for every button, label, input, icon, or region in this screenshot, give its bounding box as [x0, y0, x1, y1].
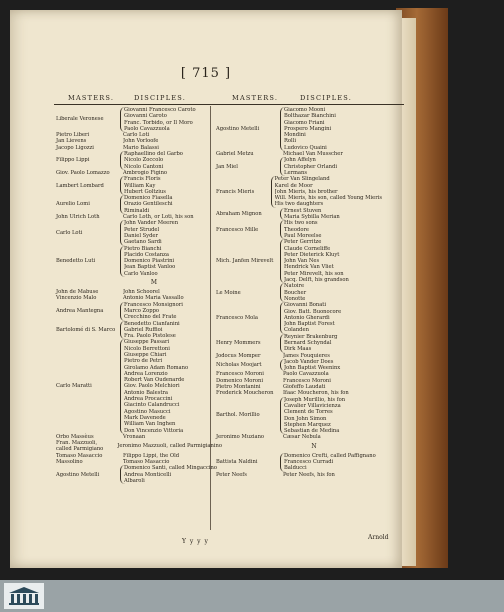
disciple-name: Andrea Monticelli [124, 471, 172, 478]
disciple-name: Reynier Brakenburg [284, 333, 338, 340]
left-column [56, 107, 222, 484]
disciple-name: Giovanni Francesco Caroto [124, 107, 196, 113]
disciple-name: Andrea Procaccini [124, 396, 173, 403]
master-name: Lambert Lombard [56, 182, 104, 189]
master-name: Jan Lievens [56, 138, 87, 145]
disciple-list [280, 434, 382, 440]
disciple-name: Prospero Mangini [284, 125, 332, 132]
master-name: Bartolomé di S. Marco [56, 326, 116, 333]
disciple-name: Jacq. Delft, his grandson [284, 277, 349, 284]
disciple-name: Mondini [284, 132, 306, 139]
master-entry [216, 107, 382, 151]
disciple-name: John Vander Meeren [124, 220, 179, 227]
disciple-name: Agostino Masucci [124, 408, 171, 415]
disciple-name: Carlo Loth, or Loti, his son [123, 214, 194, 221]
disciple-name: Joseph Murillio, his fon [284, 396, 346, 403]
disciple-list [280, 283, 382, 302]
master-entry [56, 176, 222, 195]
master-entry [216, 239, 382, 283]
disciple-list [120, 246, 222, 277]
disciple-name: Karel de Moor [274, 182, 313, 189]
disciple-list [280, 359, 382, 372]
disciple-name: Jeronimo Mazzuoli, called Parmigianino [117, 443, 222, 450]
master-name: Battista Naldini [216, 459, 258, 466]
master-entry [216, 302, 382, 333]
disciple-name: Claude Corneliffe [284, 245, 331, 252]
library-logo-icon [4, 583, 44, 609]
master-name: Jodocus Momper [216, 352, 261, 359]
disciple-name: Domenico Fiasella [124, 195, 173, 202]
disciple-name: Don Vincenzio Vittoria [124, 427, 184, 434]
master-name: Jeronimo Muziano [216, 434, 265, 441]
master-entry [56, 246, 222, 277]
disciple-name: James Fouquieres [283, 352, 330, 359]
disciple-name: John Vorloofe [123, 138, 159, 145]
disciple-name: Marco Zoppo [124, 307, 160, 314]
master-name: Massolino [56, 459, 83, 466]
disciple-name: Giuseppe Chiari [124, 351, 167, 358]
master-name: Tomaso Masaccio [56, 452, 103, 459]
master-name: Jacopo Ligozzi [56, 144, 94, 151]
disciples-header: DISCIPLES. [134, 94, 187, 102]
disciple-name: Francesco Moroni [283, 377, 331, 384]
disciple-name: Placido Costanza [124, 251, 169, 258]
master-entry [56, 440, 222, 453]
disciple-name: Benedetto Cianfanini [124, 320, 180, 327]
disciple-name: Don John Simon [284, 415, 327, 422]
disciple-list [120, 321, 222, 340]
disciple-name: Cavalier Villavicienza [284, 402, 341, 409]
disciple-name: Mario Balassi [123, 144, 159, 151]
disciple-name: Paul Moreelse [284, 232, 322, 239]
disciple-name: Francesco Curradi [284, 459, 334, 466]
disciple-name: Orazio Gentileschi [124, 201, 173, 208]
master-name: Carlo Maratti [56, 383, 92, 390]
master-entry [216, 397, 382, 435]
disciple-name: John Mieris, his brother [274, 188, 338, 195]
disciple-name: Mark Davenede [124, 414, 166, 421]
master-entry [56, 465, 222, 484]
disciple-name: Gabriel Ruffioi [124, 326, 163, 333]
master-name: Pietro Montanini [216, 384, 261, 391]
disciple-name: Tomaso Masaccio [123, 459, 170, 466]
disciple-name: John Van Nes [284, 258, 320, 265]
page-number: [ 715 ] [180, 66, 232, 81]
master-name: Pietro Liberi [56, 132, 90, 139]
master-name: Peter Neefs [216, 471, 247, 478]
masters-header-2: MASTERS. [232, 94, 279, 102]
master-name: Domenico Moroni [216, 377, 263, 384]
disciple-name: Crecchino del Frate [124, 314, 177, 321]
disciple-list [120, 220, 222, 245]
disciple-name: Francis Floris [124, 176, 161, 183]
disciples-header-2: DISCIPLES. [300, 94, 353, 102]
disciple-name: Ifaac Moucheron, his fon [283, 390, 349, 397]
disciple-name: Andrea Lorenzio [124, 370, 168, 377]
disciple-name: Boucher [284, 289, 307, 296]
disciple-name: Jacob Vander Does [284, 358, 334, 365]
master-name: Vincenzio Malo [56, 295, 97, 302]
disciple-name: Ambrogio Figino [123, 169, 168, 176]
master-name: Francis Mieris [216, 188, 255, 195]
disciple-name: John Baptist Forest [284, 321, 335, 328]
master-name: Jan Miel [216, 163, 238, 170]
master-name: Fran. Mazzuoli, called Parmigiano [56, 440, 104, 453]
section-letter: M [150, 279, 158, 287]
disciple-list [280, 208, 382, 221]
master-name: Andrea Mantegna [56, 307, 104, 314]
disciple-name: Maria Sybilla Merian [284, 214, 340, 221]
disciple-name: Pietro Bianchi [124, 245, 162, 252]
master-entry [56, 339, 222, 433]
disciple-name: Antonio Gherardi [284, 314, 330, 321]
disciple-name: Natoire [284, 283, 305, 290]
header-rule [54, 104, 404, 105]
master-entry [216, 453, 382, 472]
disciple-name: Francesco Monsignori [124, 301, 183, 308]
disciple-name: Franc. Torbido, or Il Moro [124, 119, 193, 126]
disciple-name: Pietro de Petri [124, 358, 163, 365]
disciple-name: Christopher Orlandi [284, 163, 337, 170]
disciple-name: Will. Mieris, his son, called Young Mieris [274, 195, 382, 202]
disciple-name: Carlo Loti [123, 132, 150, 139]
disciple-list [120, 176, 222, 195]
master-entry [216, 283, 382, 302]
disciple-name: Sebastian de Medina [284, 428, 340, 435]
page-edges [402, 18, 416, 566]
disciple-name: His two sons [284, 220, 318, 227]
master-entry [216, 434, 382, 440]
disciple-name: Stephen Marquez [284, 421, 331, 428]
master-name: Orbo Massèus [56, 433, 94, 440]
master-name: Abraham Mignon [216, 210, 262, 217]
disciple-name: Giovanni Caroto [124, 113, 167, 120]
disciple-name: William Van Inghen [124, 421, 176, 428]
disciple-name: Lermans [284, 169, 308, 176]
disciple-name: Balducci [284, 465, 307, 472]
disciple-list [280, 397, 382, 435]
disciple-name: Carlo Vanloo [124, 270, 158, 277]
disciple-list [280, 302, 382, 333]
disciple-name: Nicolo Berrettoni [124, 345, 170, 352]
disciple-name: Riminaldi [124, 207, 150, 214]
master-entry [56, 302, 222, 321]
master-name: Francesco Moroni [216, 371, 264, 378]
disciple-list [280, 157, 382, 176]
disciple-name: Hubert Goltzius [124, 188, 166, 195]
disciple-name: Bolthazar Bianchini [284, 113, 336, 120]
book-page [10, 10, 402, 568]
master-entry [216, 220, 382, 239]
archive-footer-bar [0, 580, 504, 612]
disciple-list [271, 176, 382, 207]
disciple-name: Peter Gerritze [284, 239, 322, 246]
disciple-name: Domenico Santi, called Mingaccino [124, 465, 217, 472]
disciple-name: His two daughters [274, 201, 324, 208]
master-name: Barthol. Morillio [216, 412, 260, 419]
disciple-name: John Affelyn [284, 157, 316, 164]
signature-mark: Y y y y [182, 538, 209, 545]
disciple-name: Giovanni Bonati [284, 302, 327, 309]
master-name: Gabriel Metzu [216, 151, 254, 158]
disciple-name: John Schoorel [123, 289, 160, 296]
master-name: Giov. Paolo Lomazzo [56, 169, 110, 176]
disciple-list [280, 453, 382, 472]
disciple-name: Theodore [284, 226, 309, 233]
master-entry [216, 334, 382, 353]
disciple-name: William Kay [124, 182, 156, 189]
master-name: John Ulrich Loth [56, 214, 100, 221]
disciple-name: Peter Mirevelt, his son [284, 270, 344, 277]
disciple-name: Giuseppe Passari [124, 339, 170, 346]
disciple-name: Nicolo Zoccolo [124, 157, 164, 164]
master-name: Francesco Mille [216, 226, 259, 233]
disciple-name: Antonio Maria Vassallo [123, 295, 184, 302]
disciple-name: Peter Strudel [124, 226, 160, 233]
master-entry [216, 359, 382, 372]
master-entry [56, 220, 222, 245]
disciple-name: Daniel Syder [124, 232, 158, 239]
disciple-name: Giov. Paolo Melchiori [124, 383, 180, 390]
master-entry [216, 472, 382, 478]
disciple-name: Ludovico Quaini [284, 144, 327, 151]
disciple-name: Giov. Batt. Buonocore [284, 308, 342, 315]
master-name: Nicholas Moojart [216, 362, 262, 369]
disciple-name: Fra. Paolo Pistolese [124, 333, 176, 340]
master-name: John de Mabuse [56, 289, 99, 296]
catchword: Arnold [368, 534, 389, 541]
master-entry [56, 107, 222, 132]
disciple-name: John Baptist Weeninx [284, 365, 341, 372]
master-name: Benedetto Luti [56, 258, 96, 265]
master-name: Frederick Moucheron [216, 390, 274, 397]
disciple-list [280, 239, 382, 283]
disciple-list [114, 443, 222, 449]
disciple-name: Gaetano Sardi [124, 239, 162, 246]
disciple-list [120, 339, 222, 433]
disciple-name: Cæsar Nebula [283, 434, 321, 441]
master-entry [216, 176, 382, 207]
disciple-name: Paolo Cavazzuola [124, 125, 170, 132]
master-entry [56, 151, 222, 170]
master-name: Mich. Janfen Mirevelt [216, 258, 274, 265]
master-name: Filippo Lippi [56, 157, 90, 164]
disciple-name: Giacomo Mooni [284, 107, 326, 113]
master-entry [56, 195, 222, 214]
master-entry [56, 321, 222, 340]
disciple-list [120, 151, 222, 170]
disciple-name: Jean Baptist Vanloo [124, 264, 176, 271]
disciple-name: Giacomo Friani [284, 119, 325, 126]
master-entry [216, 157, 382, 176]
disciple-name: Ernest Stuven [284, 207, 322, 214]
master-name: Francesco Mola [216, 314, 259, 321]
disciple-name: Girolamo Adam Romano [124, 364, 189, 371]
disciple-list [120, 465, 222, 484]
master-name: Agostino Metelli [216, 125, 260, 132]
disciple-list [280, 472, 382, 478]
section-letter: N [311, 442, 317, 450]
master-name: Aurelio Lomi [56, 201, 90, 208]
disciple-name: Michael Van Musscher [283, 151, 343, 158]
disciple-name: Bernard Schyndal [284, 339, 332, 346]
disciple-name: Rolli [284, 138, 297, 145]
disciple-name: Domenico Crefti, called Paffignano [284, 452, 376, 459]
disciple-name: Clement de Torres [284, 409, 333, 416]
disciple-name: Raphaellino del Garbo [124, 151, 183, 158]
disciple-name: Robert Van Oudenarde [124, 377, 185, 384]
disciple-list [280, 334, 382, 353]
master-name: Carlo Loti [56, 229, 83, 236]
disciple-name: Filippo Lippi, the Old [123, 452, 180, 459]
disciple-list [280, 107, 382, 151]
disciple-name: Giacinto Calandrucci [124, 402, 180, 409]
masters-header: MASTERS. [68, 94, 115, 102]
master-name: Liberale Veronese [56, 116, 104, 123]
disciple-name: Hendrick Van Vliet [284, 264, 334, 271]
disciple-name: Nonotte [284, 295, 306, 302]
master-entry [216, 208, 382, 221]
right-column [216, 107, 382, 478]
disciple-list [280, 220, 382, 239]
disciple-name: Giofeffo Laudati [283, 384, 326, 391]
disciple-name: Albaroli [124, 477, 145, 484]
disciple-name: Domenico Piastrini [124, 258, 175, 265]
disciple-name: Nicolo Cantoni [124, 163, 164, 170]
disciple-name: Peter Van Slingeland [274, 176, 330, 183]
master-name: Le Moine [216, 289, 241, 296]
master-name: Agostino Metelli [56, 471, 100, 478]
disciple-name: Antonio Balestra [124, 389, 169, 396]
disciple-name: Peter Neefs, his fon [283, 471, 335, 478]
disciple-list [120, 302, 222, 321]
disciple-list [120, 107, 222, 132]
disciple-name: Vronaan [123, 433, 146, 440]
disciple-list [120, 195, 222, 214]
disciple-name: Paolo Cavazzuola [283, 371, 329, 378]
disciple-name: Dirk Maas [284, 346, 312, 353]
disciple-name: Peter Dieterick Kluyt [284, 251, 340, 258]
master-name: Henry Mommers [216, 339, 261, 346]
disciple-name: Colanden [284, 327, 309, 334]
